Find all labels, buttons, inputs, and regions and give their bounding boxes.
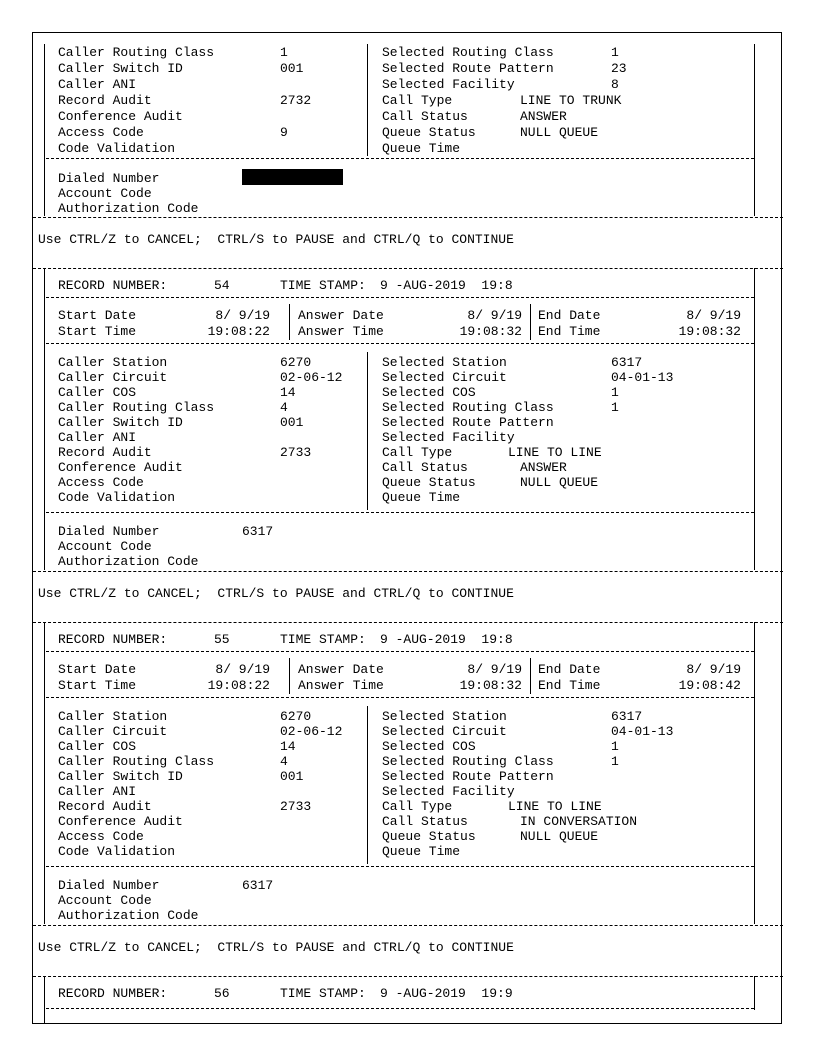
value-time-stamp: 9 -AUG-2019 19:8 (380, 632, 513, 647)
value-selected-station: 6317 (611, 355, 643, 370)
label-account-code: Account Code (58, 186, 152, 201)
column-divider (367, 352, 368, 510)
section-divider (46, 297, 754, 298)
label-selected-facility: Selected Facility (382, 430, 515, 445)
border-right (754, 44, 755, 216)
label-account-code: Account Code (58, 539, 152, 554)
record-start-divider (33, 976, 783, 977)
value-record-number: 55 (214, 632, 230, 647)
label-caller-routing-class: Caller Routing Class (58, 45, 215, 60)
value-selected-routing-class: 1 (611, 754, 619, 769)
value-time-stamp: 9 -AUG-2019 19:8 (380, 278, 513, 293)
value-caller-switch-id: 001 (280, 769, 304, 784)
value-dialed-number: 6317 (242, 878, 274, 893)
label-selected-facility: Selected Facility (382, 77, 515, 92)
label-time-stamp: TIME STAMP: (280, 632, 366, 647)
label-selected-station: Selected Station (382, 355, 507, 370)
label-selected-route-pattern: Selected Route Pattern (382, 769, 554, 784)
value-queue-status: NULL QUEUE (520, 475, 599, 490)
label-start-time: Start Time (58, 678, 137, 693)
label-end-date: End Date (538, 662, 601, 677)
label-caller-switch-id: Caller Switch ID (58, 769, 183, 784)
border-left (44, 268, 45, 570)
label-selected-station: Selected Station (382, 709, 507, 724)
label-conference-audit: Conference Audit (58, 814, 183, 829)
value-start-time: 19:08:22 (207, 678, 270, 693)
value-caller-switch-id: 001 (280, 415, 304, 430)
value-answer-time: 19:08:32 (459, 678, 522, 693)
value-caller-switch-id: 001 (280, 61, 304, 76)
value-call-type: LINE TO LINE (508, 799, 602, 814)
value-caller-routing-class: 4 (280, 400, 288, 415)
label-selected-circuit: Selected Circuit (382, 724, 507, 739)
section-divider (46, 1008, 754, 1009)
value-answer-time: 19:08:32 (459, 324, 522, 339)
value-caller-routing-class: 1 (280, 45, 288, 60)
record-start-divider (33, 622, 783, 623)
label-caller-ani: Caller ANI (58, 784, 137, 799)
label-start-date: Start Date (58, 662, 137, 677)
label-record-audit: Record Audit (58, 799, 152, 814)
section-divider (46, 512, 754, 513)
label-caller-switch-id: Caller Switch ID (58, 61, 183, 76)
column-divider (289, 304, 290, 340)
column-divider (367, 44, 368, 156)
column-divider (530, 658, 531, 694)
value-call-status: ANSWER (520, 109, 567, 124)
border-right (754, 976, 755, 1010)
value-record-number: 54 (214, 278, 230, 293)
value-call-type: LINE TO LINE (508, 445, 602, 460)
label-call-type: Call Type (382, 445, 453, 460)
label-call-type: Call Type (382, 93, 453, 108)
label-call-status: Call Status (382, 460, 468, 475)
section-divider (46, 697, 754, 698)
value-caller-cos: 14 (280, 739, 296, 754)
value-end-time: 19:08:42 (678, 678, 741, 693)
border-right (754, 268, 755, 570)
section-divider (46, 158, 754, 159)
value-caller-cos: 14 (280, 385, 296, 400)
label-caller-station: Caller Station (58, 355, 168, 370)
value-record-audit: 2733 (280, 445, 312, 460)
value-selected-routing-class: 1 (611, 400, 619, 415)
label-dialed-number: Dialed Number (58, 878, 160, 893)
value-caller-routing-class: 4 (280, 754, 288, 769)
label-caller-switch-id: Caller Switch ID (58, 415, 183, 430)
value-selected-circuit: 04-01-13 (611, 370, 674, 385)
label-authorization-code: Authorization Code (58, 554, 199, 569)
label-selected-route-pattern: Selected Route Pattern (382, 415, 554, 430)
label-queue-status: Queue Status (382, 829, 476, 844)
value-answer-date: 8/ 9/19 (467, 308, 522, 323)
value-start-date: 8/ 9/19 (215, 308, 270, 323)
value-selected-station: 6317 (611, 709, 643, 724)
label-call-status: Call Status (382, 109, 468, 124)
record-end-divider (33, 925, 783, 926)
label-selected-circuit: Selected Circuit (382, 370, 507, 385)
label-caller-circuit: Caller Circuit (58, 724, 168, 739)
label-selected-routing-class: Selected Routing Class (382, 754, 554, 769)
value-queue-status: NULL QUEUE (520, 829, 599, 844)
label-answer-date: Answer Date (298, 662, 384, 677)
record-end-divider (33, 571, 783, 572)
record-end-divider (33, 217, 783, 218)
label-selected-facility: Selected Facility (382, 784, 515, 799)
value-time-stamp: 9 -AUG-2019 19:9 (380, 986, 513, 1001)
label-dialed-number: Dialed Number (58, 524, 160, 539)
label-authorization-code: Authorization Code (58, 908, 199, 923)
column-divider (367, 706, 368, 864)
value-end-date: 8/ 9/19 (686, 308, 741, 323)
label-selected-routing-class: Selected Routing Class (382, 45, 554, 60)
label-caller-routing-class: Caller Routing Class (58, 754, 215, 769)
label-caller-station: Caller Station (58, 709, 168, 724)
label-end-time: End Time (538, 324, 601, 339)
label-queue-status: Queue Status (382, 125, 476, 140)
value-answer-date: 8/ 9/19 (467, 662, 522, 677)
label-queue-time: Queue Time (382, 844, 461, 859)
column-divider (530, 304, 531, 340)
label-record-number: RECORD NUMBER: (58, 632, 168, 647)
label-start-date: Start Date (58, 308, 137, 323)
section-divider (46, 343, 754, 344)
label-access-code: Access Code (58, 475, 144, 490)
redaction-bar (242, 169, 343, 185)
value-selected-cos: 1 (611, 385, 619, 400)
value-call-status: ANSWER (520, 460, 567, 475)
label-conference-audit: Conference Audit (58, 460, 183, 475)
label-selected-cos: Selected COS (382, 385, 476, 400)
label-queue-status: Queue Status (382, 475, 476, 490)
label-time-stamp: TIME STAMP: (280, 986, 366, 1001)
label-caller-cos: Caller COS (58, 739, 137, 754)
instruction-text: Use CTRL/Z to CANCEL; CTRL/S to PAUSE and CTRL/Q to CONTINUE (38, 940, 514, 955)
label-caller-circuit: Caller Circuit (58, 370, 168, 385)
value-start-time: 19:08:22 (207, 324, 270, 339)
column-divider (289, 658, 290, 694)
label-caller-ani: Caller ANI (58, 77, 137, 92)
label-end-date: End Date (538, 308, 601, 323)
value-caller-circuit: 02-06-12 (280, 724, 343, 739)
label-call-type: Call Type (382, 799, 453, 814)
instruction-text: Use CTRL/Z to CANCEL; CTRL/S to PAUSE and CTRL/Q to CONTINUE (38, 586, 514, 601)
label-record-audit: Record Audit (58, 93, 152, 108)
label-caller-ani: Caller ANI (58, 430, 137, 445)
label-caller-cos: Caller COS (58, 385, 137, 400)
section-divider (46, 651, 754, 652)
label-queue-time: Queue Time (382, 141, 461, 156)
value-queue-status: NULL QUEUE (520, 125, 599, 140)
instruction-text: Use CTRL/Z to CANCEL; CTRL/S to PAUSE and CTRL/Q to CONTINUE (38, 232, 514, 247)
value-start-date: 8/ 9/19 (215, 662, 270, 677)
border-left (44, 44, 45, 216)
label-call-status: Call Status (382, 814, 468, 829)
label-caller-routing-class: Caller Routing Class (58, 400, 215, 415)
label-selected-route-pattern: Selected Route Pattern (382, 61, 554, 76)
label-answer-time: Answer Time (298, 678, 384, 693)
value-selected-circuit: 04-01-13 (611, 724, 674, 739)
label-record-number: RECORD NUMBER: (58, 278, 168, 293)
label-selected-cos: Selected COS (382, 739, 476, 754)
label-access-code: Access Code (58, 829, 144, 844)
value-selected-route-pattern: 23 (611, 61, 627, 76)
record-start-divider (33, 268, 783, 269)
section-divider (46, 866, 754, 867)
value-selected-routing-class: 1 (611, 45, 619, 60)
label-code-validation: Code Validation (58, 844, 176, 859)
label-dialed-number: Dialed Number (58, 171, 160, 186)
value-selected-facility: 8 (611, 77, 619, 92)
label-authorization-code: Authorization Code (58, 201, 199, 216)
value-call-type: LINE TO TRUNK (520, 93, 622, 108)
label-time-stamp: TIME STAMP: (280, 278, 366, 293)
label-record-number: RECORD NUMBER: (58, 986, 168, 1001)
label-code-validation: Code Validation (58, 141, 176, 156)
value-record-audit: 2733 (280, 799, 312, 814)
label-code-validation: Code Validation (58, 490, 176, 505)
label-queue-time: Queue Time (382, 490, 461, 505)
value-access-code: 9 (280, 125, 288, 140)
border-left (44, 622, 45, 924)
label-record-audit: Record Audit (58, 445, 152, 460)
label-answer-date: Answer Date (298, 308, 384, 323)
border-right (754, 622, 755, 924)
label-account-code: Account Code (58, 893, 152, 908)
label-access-code: Access Code (58, 125, 144, 140)
value-caller-station: 6270 (280, 709, 312, 724)
value-call-status: IN CONVERSATION (520, 814, 638, 829)
label-selected-routing-class: Selected Routing Class (382, 400, 554, 415)
label-answer-time: Answer Time (298, 324, 384, 339)
value-record-number: 56 (214, 986, 230, 1001)
value-dialed-number: 6317 (242, 524, 274, 539)
value-caller-station: 6270 (280, 355, 312, 370)
label-start-time: Start Time (58, 324, 137, 339)
value-record-audit: 2732 (280, 93, 312, 108)
value-selected-cos: 1 (611, 739, 619, 754)
border-left (44, 976, 45, 1024)
value-end-date: 8/ 9/19 (686, 662, 741, 677)
label-end-time: End Time (538, 678, 601, 693)
label-conference-audit: Conference Audit (58, 109, 183, 124)
value-end-time: 19:08:32 (678, 324, 741, 339)
value-caller-circuit: 02-06-12 (280, 370, 343, 385)
